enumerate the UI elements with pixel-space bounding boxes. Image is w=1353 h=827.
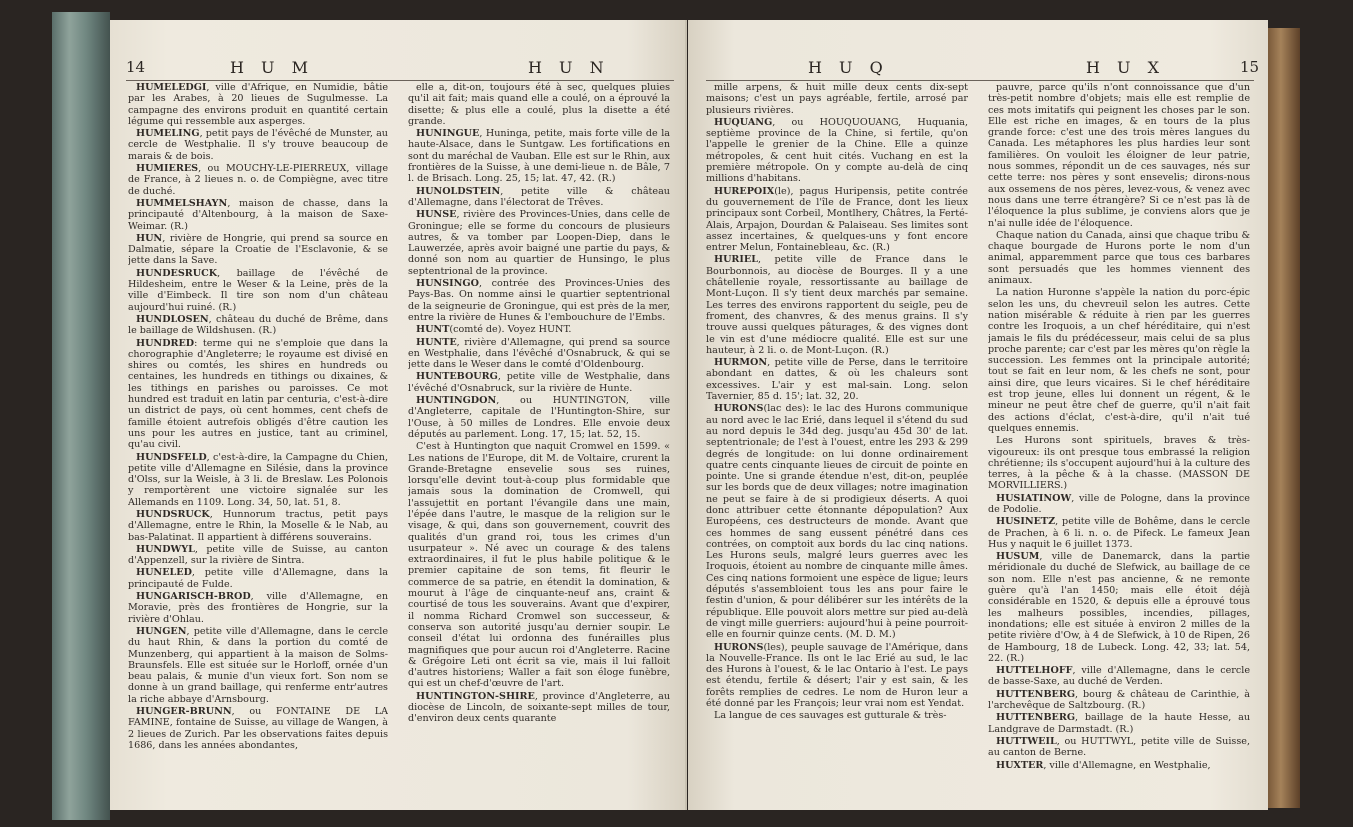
dictionary-entry	[128, 338, 388, 451]
entry-headword: HUNDSRUCK	[136, 508, 210, 520]
dictionary-entry	[706, 403, 968, 640]
header-rule	[126, 80, 674, 81]
entry-headword: HURONS	[714, 641, 764, 653]
entry-headword: HUNDRED	[136, 337, 195, 349]
dictionary-entry	[988, 551, 1250, 664]
entry-headword: HUMMELSHAYN	[136, 197, 228, 209]
dictionary-entry	[128, 452, 388, 508]
dictionary-entry	[408, 324, 670, 335]
entry-headword: HUXTER	[996, 759, 1044, 771]
entry-text: , ou HUTTWYL, petite ville de Suisse, au canton de Berne.	[988, 735, 1250, 759]
dictionary-entry	[706, 186, 968, 254]
entry-text: , baillage de la haute Hesse, au Landgrave de Darmstadt. (R.)	[988, 712, 1250, 735]
entry-headword: HUNTEBOURG	[416, 371, 498, 383]
dictionary-entry	[706, 642, 968, 710]
entry-text: , province d'Angleterre, au diocèse de Lincoln, de soixante-sept milles de tour, d'environ deux cents quarante	[408, 690, 670, 725]
dictionary-entry	[988, 665, 1250, 688]
entry-headword: HURONS	[714, 403, 764, 415]
dictionary-entry	[706, 117, 968, 185]
entry-headword: HUNOLDSTEIN	[416, 185, 501, 197]
entry-headword: HUTTENBERG	[996, 712, 1076, 724]
entry-text: (les), peuple sauvage de l'Amérique, dans la Nouvelle-France. Ils ont le lac Erié au sud, le lac des Hurons à l'ouest, & le lac Ontario à l'est. Le pays est étendu, fertile & désert; l'air y est sain, & les forêts remplies de cedres. Le nom de Huron leur a été donné par les François; leur vrai nom est Yendat.	[706, 641, 968, 710]
dictionary-entry	[988, 435, 1250, 491]
dictionary-entry	[408, 371, 670, 394]
entry-text: Les Hurons sont spirituels, braves & très-vigoureux: ils ont presque tous embrassé la religion chrétienne; ils s'occupent aujourd'hui à la culture des terres, à la pêche & à la chasse. (MASSON DE MORVILLIERS.)	[988, 435, 1250, 492]
entry-text: , Hunnorum tractus, petit pays d'Allemagne, entre le Rhin, la Moselle & le Nab, au bas-Palatinat. Il appartient à différens souverains.	[128, 508, 388, 543]
entry-headword: HUNTE	[416, 336, 457, 348]
dictionary-entry	[128, 163, 388, 197]
dictionary-entry	[408, 82, 670, 127]
dictionary-entry	[128, 198, 388, 232]
dictionary-entry	[408, 441, 670, 690]
entry-text: , ou HOUQUOUANG, Huquania, septième province de la Chine, si fertile, qu'on l'appelle le grenier de la Chine. Elle a quinze métropoles, & cent huit cités. Vuchang en est la première métropole. On y compte au-delà de cinq millions d'habitans.	[706, 116, 968, 185]
dictionary-entry	[128, 706, 388, 751]
dictionary-entry	[128, 268, 388, 313]
entry-headword: HURIEL	[714, 254, 758, 266]
entry-headword: HUTTWEIL	[996, 735, 1057, 747]
dictionary-entry	[988, 760, 1250, 771]
dictionary-entry	[988, 689, 1250, 712]
dictionary-entry	[128, 591, 388, 625]
entry-text: , petite ville d'Allemagne, dans le cercle du haut Rhin, & dans la portion du comté de Munzenberg, qui appartient à la maison de Solms-Braunsfels. Elle est située sur le Horloff, ornée d'un beau palais, & munie d'un vieux fort. Son nom se donne à un grand baillage, qui renferme entr'autres la riche abbaye d'Arnsbourg.	[128, 625, 388, 705]
dictionary-entry	[408, 337, 670, 371]
entry-text: , c'est-à-dire, la Campagne du Chien, petite ville d'Allemagne en Silésie, dans la province d'Olss, sur la Weisle, à 3 li. de Breslaw. Les Polonois y remportèrent une victoire signalée sur les Allemands en 1109. Long. 34, 50, lat. 51, 8.	[128, 451, 388, 508]
left-book-edge	[52, 12, 110, 820]
entry-headword: HUNT	[416, 324, 450, 336]
dictionary-entry	[128, 314, 388, 337]
dictionary-entry	[128, 509, 388, 543]
entry-text: C'est à Huntington que naquit Cromwel en 1599. « Les nations de l'Europe, dit M. de Voltaire, crurent la Grande-Bretagne ensevelie sous ses ruines, lorsqu'elle devint tout-à-coup plus formidable que jamais sous la domination de Cromwell, qui l'assujettit en portant l'évangile dans une main, l'épée dans l'autre, le masque de la religion sur le visage, & qui, dans son gouvernement, couvrit des qualités d'un grand roi, tous les crimes d'un usurpateur ». Né avec un courage & des talens extraordinaires, il fut le plus habile politique & le premier capitaine de son tems, fit fleurir le commerce de sa patrie, en étendit la domination, & mourut à l'âge de cinquante-neuf ans, craint & courtisé de tous les souverains. Avant que d'expirer, il nomma Richard Cromwel son successeur, & conserva son autorité jusqu'au dernier soupir. Le conseil d'état lui ordonna des funérailles plus magnifiques que pour aucun roi d'Angleterre. Racine & Grégoire Leti ont écrit sa vie, mais il lui falloit d'autres historiens; Waller a fait son éloge funèbre, qui est un chef-d'œuvre de l'art.	[408, 441, 670, 690]
entry-headword: HUQUANG	[714, 116, 773, 128]
running-head: H U M	[230, 58, 314, 77]
entry-text: , ou FONTAINE DE LA FAMINE, fontaine de Suisse, au village de Wangen, à 2 lieues de Zurich. Par les observations faites depuis 1686, dans les années abondantes,	[128, 706, 388, 751]
dictionary-entry	[128, 82, 388, 127]
entry-headword: HUMELING	[136, 128, 200, 140]
dictionary-entry	[128, 233, 388, 267]
running-head: H U N	[528, 58, 610, 77]
entry-text: , contrée des Provinces-Unies des Pays-Bas. On nomme ainsi le quartier septentrional de la seigneurie de Groningue, qui est près de la mer, entre la rivière de Hunes & l'embouchure de l'Embs.	[408, 278, 670, 323]
entry-headword: HUNDESRUCK	[136, 267, 218, 279]
entry-headword: HUNDSFELD	[136, 451, 207, 463]
entry-text: : terme qui ne s'emploie que dans la chorographie d'Angleterre; le royaume est divisé en shires ou comtés, les shires en hundreds ou centaines, les hundreds en tithings ou dixaines, & les tithings en parishes ou paroisses. Ce mot hundred est traduit en latin par centuria, c'est-à-dire un district de pays, où cent hommes, cent chefs de famille étoient autrefois obligés d'être caution les uns pour les autres en justice, tant au criminel, qu'au civil.	[128, 337, 388, 451]
entry-text: , ville d'Allemagne, en Westphalie,	[1043, 759, 1211, 771]
entry-text: pauvre, parce qu'ils n'ont connoissance que d'un très-petit nombre d'objets; mais elle est remplie de ces mots imitatifs qui peignent les choses par le son. Elle est riche en images, & en tours de la plus grande force: c'est une des trois mères langues du Canada. Les métaphores les plus hardies leur sont familières. On vouloit les éloigner de leur patrie, nous sommes, répondit un de ces sauvages, nés sur cette terre: nos pères y sont ensevelis; dirons-nous aux ossemens de nos pères, levez-vous, & venez avec nous dans une terre étrangère? Si ce n'est pas là de l'éloquence la plus sublime, je conviens alors que je n'ai nulle idée de l'éloquence.	[988, 82, 1250, 229]
entry-text: , rivière de Hongrie, qui prend sa source en Dalmatie, sépare la Croatie de l'Esclavonie, & se jette dans la Save.	[128, 232, 388, 267]
entry-text: , ville de Pologne, dans la province de Podolie.	[988, 492, 1250, 515]
dictionary-entry	[988, 712, 1250, 735]
entry-headword: HUSUM	[996, 551, 1040, 563]
entry-headword: HUTTELHOFF	[996, 665, 1073, 677]
entry-text: , ou HUNTINGTON, ville d'Angleterre, capitale de l'Huntington-Shire, sur l'Ouse, à 50 milles de Londres. Elle envoie deux députés au parlement. Long. 17, 15; lat. 52, 15.	[408, 395, 670, 440]
text-column	[706, 82, 968, 800]
entry-text: La nation Huronne s'appèle la nation du porc-épic selon les uns, du chevreuil selon les autres. Cette nation misérable & réduite à rien par les guerres contre les Iroquois, a un chef héréditaire, qui n'est jamais le fils du prédécesseur, mais celui de sa plus proche parente; car c'est par les mères qu'on règle la succession. Les femmes ont la principale autorité; tout se fait en leur nom, & les chefs ne sont, pour ainsi dire, que leurs vicaires. Si le chef héréditaire est trop jeune, elles lui donnent un régent, & le mineur ne peut être chef de guerre, qu'il n'ait fait des actions d'éclat, c'est-à-dire, qu'il n'ait tué quelques ennemis.	[988, 287, 1250, 434]
entry-headword: HUNTINGDON	[416, 395, 497, 407]
entry-text: mille arpens, & huit mille deux cents dix-sept maisons; c'est un pays agréable, fertile, arrosé par plusieurs rivières.	[706, 82, 968, 116]
dictionary-entry	[408, 395, 670, 440]
entry-headword: HUMELEDGI	[136, 82, 207, 93]
page-number: 15	[1240, 58, 1260, 76]
text-column	[988, 82, 1250, 800]
dictionary-entry	[408, 209, 670, 277]
entry-text: , petite ville & château d'Allemagne, dans l'électorat de Trêves.	[408, 185, 670, 208]
entry-headword: HUNGARISCH-BROD	[136, 591, 251, 603]
entry-text: , petite ville d'Allemagne, dans la principauté de Fulde.	[128, 567, 388, 590]
entry-headword: HUSIATINOW	[996, 492, 1072, 504]
entry-text: , bourg & château de Carinthie, à l'archevêque de Saltzbourg. (R.)	[988, 688, 1250, 712]
entry-text: , ville de Danemarck, dans la partie méridionale du duché de Slefwick, au baillage de ce son nom. Elle n'est pas ancienne, & ne remonte guère qu'à l'an 1450; mais elle étoit déjà considérable en 1520, & depuis elle a éprouvé tous les malheurs possibles, incendies, pillages, inondations; elle est située à environ 2 milles de la petite rivière d'Ow, à 4 de Slefwick, à 10 de Ripen, 26 de Hambourg, 18 de Lubeck. Long. 42, 33; lat. 54, 22. (R.)	[988, 551, 1250, 664]
dictionary-entry	[408, 128, 670, 184]
dictionary-entry	[988, 230, 1250, 286]
entry-headword: HUNGER-BRUNN	[136, 706, 232, 718]
entry-headword: HUNDWYL	[136, 543, 195, 555]
dictionary-entry	[706, 357, 968, 402]
entry-text: , ville d'Allemagne, en Moravie, près des frontières de Hongrie, sur la rivière d'Ohlau.	[128, 591, 388, 625]
entry-text: , petit pays de l'évêché de Munster, au cercle de Westphalie. Il s'y trouve beaucoup de marais & de bois.	[128, 128, 388, 162]
right-page-header	[688, 58, 1268, 80]
entry-text: , petite ville de Suisse, au canton d'Appenzell, sur la rivière de Sintra.	[128, 543, 388, 567]
entry-text: , rivière des Provinces-Unies, dans celle de Groningue; elle se forme du concours de plusieurs autres, & va tomber par Loopen-Diep, dans le Lauwerzée, après avoir baigné une partie du pays, & donné son nom au quartier de Hunsingo, le plus septentrional de la province.	[408, 209, 670, 277]
entry-headword: HUN	[136, 232, 163, 244]
dictionary-entry	[988, 493, 1250, 516]
dictionary-entry	[706, 710, 968, 721]
entry-headword: HUNELED	[136, 567, 192, 579]
entry-text: elle a, dit-on, toujours été à sec, quelques pluies qu'il ait fait; mais quand elle a coulé, on a éprouvé la disette; & plus elle a coulé, plus la disette a été grande.	[408, 82, 670, 127]
dictionary-entry	[128, 128, 388, 162]
dictionary-entry	[988, 287, 1250, 434]
entry-text: , petite ville de Westphalie, dans l'évêché d'Osnabruck, sur la rivière de Hunte.	[408, 371, 670, 394]
entry-headword: HUSINETZ	[996, 516, 1056, 528]
dictionary-entry	[988, 736, 1250, 759]
entry-headword: HUNDLOSEN	[136, 313, 209, 325]
dictionary-entry	[128, 567, 388, 590]
entry-text: , maison de chasse, dans la principauté d'Altenbourg, à la maison de Saxe-Weimar. (R.)	[128, 197, 388, 232]
entry-headword: HUNTINGTON-SHIRE	[416, 690, 535, 702]
entry-text: , ville d'Allemagne, dans le cercle de basse-Saxe, au duché de Verden.	[988, 665, 1250, 688]
entry-text: , rivière d'Allemagne, qui prend sa source en Westphalie, dans l'évêché d'Osnabruck, & qui se jette dans le Weser dans le comté d'Oldenbourg.	[408, 336, 670, 371]
entry-headword: HUNSINGO	[416, 278, 479, 290]
dictionary-entry	[408, 278, 670, 323]
entry-text: , ou MOUCHY-LE-PIERREUX, village de France, à 2 lieues n. o. de Compiègne, avec titre de duché.	[128, 163, 388, 197]
entry-text: (le), pagus Huripensis, petite contrée du gouvernement de l'île de France, dont les lieux principaux sont Corbeil, Montlhery, Châtres, la Ferté-Alais, Arpajon, Dourdan & Palaiseau. Ses limites sont assez incertaines, & quelques-uns y font encore entrer Melun, Fontainebleau, &c. (R.)	[706, 185, 968, 254]
dictionary-entry	[408, 691, 670, 725]
dictionary-entry	[706, 82, 968, 116]
entry-headword: HUMIERES	[136, 163, 199, 175]
entry-text: (lac des): le lac des Hurons communique au nord avec le lac Erié, dans lequel il s'étend du sud au nord depuis le 34d deg. jusqu'au 45d 30' de lat. septentrionale; de l'est à l'ouest, entre les 293 & 299 degrés de longitude: on lui donne ordinairement quatre cents cinquante lieues de circuit de pointe en pointe. Une si grande étendue n'est, dit-on, peuplée sur les bords que de deux villages; notre imagination ne peut se faire à de si prodigieux déserts. A quoi donc attribuer cette étonnante dépopulation? Aux Européens, ces destructeurs de monde. Avant que ces hommes de sang eussent pénétré dans ces contrées, on comptoit aux bords du lac cinq nations. Les Hurons seuls, malgré leurs guerres avec les Iroquois, étoient au nombre de cinquante mille âmes. Ces cinq nations formoient une espèce de ligue; leurs députés s'assembloient tous les ans pour faire le festin d'union, & pour délibérer sur les intérêts de la république. Elle pouvoit alors mettre sur pied au-delà de vingt mille guerriers: aujourd'hui à peine pourroit-elle en fournir quinze cents. (M. D. M.)	[706, 403, 968, 641]
header-rule	[706, 80, 1254, 81]
entry-text: La langue de ces sauvages est gutturale & très-	[714, 710, 947, 722]
right-book-edge	[1268, 28, 1300, 808]
entry-text: , ville d'Afrique, en Numidie, bâtie par les Arabes, à 20 lieues de Sugulmesse. La campagne des environs produit en quantité certain légume qui ressemble aux asperges.	[128, 82, 388, 127]
entry-headword: HUREPOIX	[714, 185, 775, 197]
entry-headword: HUTTENBERG	[996, 688, 1076, 700]
right-page	[688, 20, 1268, 810]
entry-text: , petite ville de Perse, dans le territoire abondant en dattes, & où les chaleurs sont excessives. L'air y est mal-sain. Long. selon Tavernier, 85 d. 15'; lat. 32, 20.	[706, 357, 968, 403]
entry-text: , baillage de l'évêché de Hildesheim, entre le Weser & la Leine, près de la ville d'Eimbeck. Il tire son nom d'un château aujourd'hui ruiné. (R.)	[128, 267, 388, 313]
page-number: 14	[126, 58, 146, 76]
entry-headword: HUNINGUE	[416, 128, 480, 140]
entry-text: (comté de). Voyez HUNT.	[449, 324, 572, 336]
running-head: H U Q	[808, 58, 889, 77]
text-column	[128, 82, 388, 800]
dictionary-entry	[408, 186, 670, 209]
entry-text: , petite ville de Bohême, dans le cercle de Prachen, à 6 li. n. o. de Pifeck. Le fameux Jean Hus y naquit le 6 juillet 1373.	[988, 516, 1250, 550]
entry-headword: HUNGEN	[136, 625, 187, 637]
left-page	[110, 20, 687, 810]
dictionary-entry	[988, 82, 1250, 229]
entry-headword: HURMON	[714, 357, 768, 369]
dictionary-entry	[128, 626, 388, 705]
entry-text: Chaque nation du Canada, ainsi que chaque tribu & chaque bourgade de Hurons porte le nom d'un animal, apparemment parce que tous ces barbares sont persuadés que les hommes viennent des animaux.	[988, 229, 1250, 287]
dictionary-entry	[988, 516, 1250, 550]
entry-text: , Huninga, petite, mais forte ville de la haute-Alsace, dans le Suntgaw. Les fortifications en sont du maréchal de Vauban. Elle est sur le Rhin, aux frontières de la Suisse, à une demi-lieue n. de Bâle, 7 l. de Brisach. Long. 25, 15; lat. 47, 42. (R.)	[408, 128, 670, 185]
dictionary-entry	[706, 254, 968, 356]
entry-text: , petite ville de France dans le Bourbonnois, au diocèse de Bourges. Il y a une châtellenie royale, ressortissante au baillage de Mont-Luçon. Il s'y tient deux marchés par semaine. Les terres des environs rapportent du seigle, peu de froment, des chanvres, & des menus grains. Il s'y trouve aussi quelques pâturages, & des vignes dont le vin est d'une médiocre qualité. Elle est sur une hauteur, à 2 li. o. de Mont-Luçon. (R.)	[706, 254, 968, 356]
dictionary-entry	[128, 544, 388, 567]
running-head: H U X	[1086, 58, 1165, 77]
text-column	[408, 82, 670, 800]
entry-text: , château du duché de Brême, dans le baillage de Wildshusen. (R.)	[128, 313, 388, 337]
entry-headword: HUNSE	[416, 209, 457, 221]
left-page-header	[110, 58, 685, 80]
